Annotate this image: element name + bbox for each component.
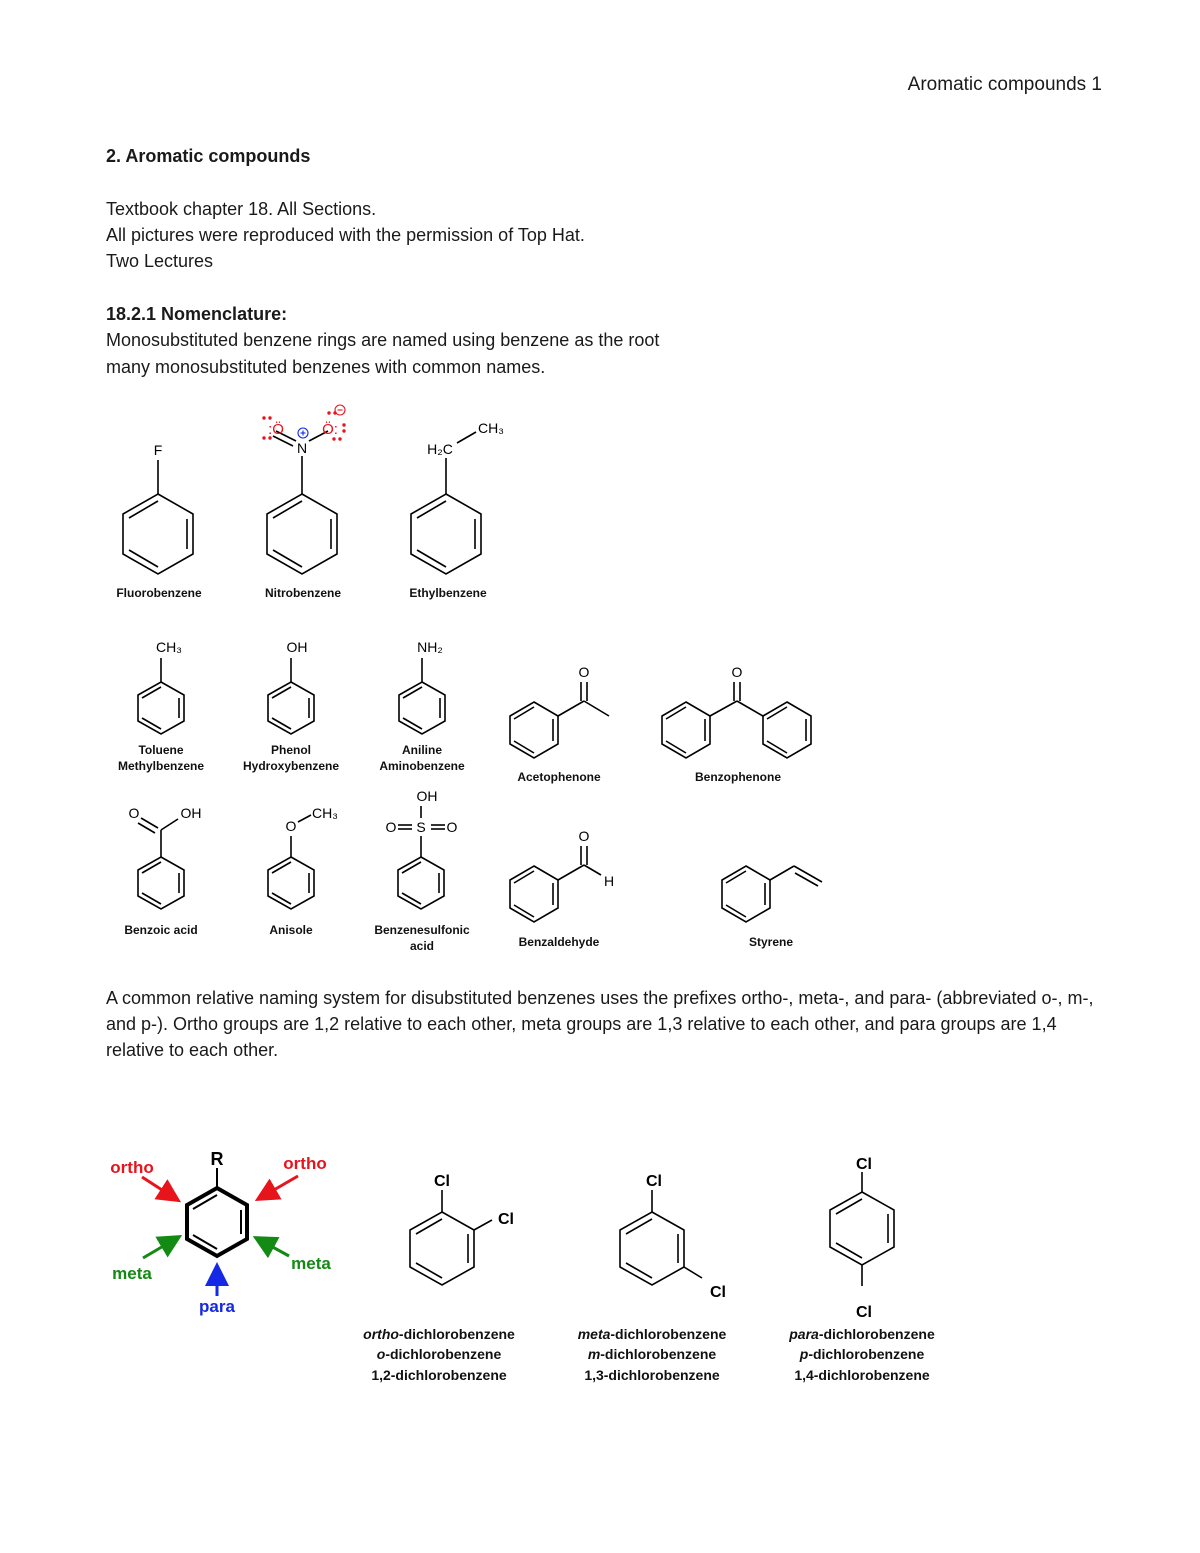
phenol-oh-label: OH <box>286 639 308 655</box>
ortho-right-arrow <box>260 1176 298 1198</box>
methylbenzene-name: Methylbenzene <box>117 759 205 773</box>
sulfonic-oh-label: OH <box>416 788 438 804</box>
benzoic-oh-label: OH <box>180 805 202 821</box>
ortho-name-line-2: o-dichlorobenzene <box>376 1346 502 1362</box>
meta-left-arrow <box>143 1238 177 1258</box>
ethyl-ch3-label: CH₃ <box>478 420 504 436</box>
ethyl-ch2-label: H₂C <box>427 441 453 457</box>
sulfonic-s-label: S <box>416 819 426 835</box>
benzaldehyde-h-label: H <box>603 873 615 889</box>
acetophenone-o-label: O <box>578 664 590 680</box>
para-name-line-3: 1,4-dichlorobenzene <box>794 1367 930 1383</box>
running-header: Aromatic compounds 1 <box>907 74 1102 95</box>
benzoic-o-label: O <box>128 805 140 821</box>
nitro-o-left-label: :Ö <box>268 421 284 438</box>
aniline-nh2-label: NH₂ <box>417 639 443 655</box>
benzoic-acid-name: Benzoic acid <box>124 923 198 937</box>
fluorobenzene-name: Fluorobenzene <box>116 586 202 600</box>
position-diagram <box>110 1149 331 1316</box>
ortho-left-label: ortho <box>110 1158 154 1177</box>
benzaldehyde-name: Benzaldehyde <box>518 935 600 949</box>
meta-dichlorobenzene-structure <box>620 1190 702 1285</box>
subsection-line-1: Monosubstituted benzene rings are named using benzene as the root <box>106 330 660 350</box>
para-name-line-1: para-dichlorobenzene <box>789 1326 935 1342</box>
anisole-o-label: O <box>285 818 297 834</box>
meta-name-line-2: m-dichlorobenzene <box>587 1346 717 1362</box>
intro-line-1: Textbook chapter 18. All Sections. <box>106 199 377 219</box>
meta-cl-side: Cl <box>710 1284 726 1301</box>
ethylbenzene-name: Ethylbenzene <box>409 586 487 600</box>
benzenesulfonic-name: Benzenesulfonic <box>374 923 470 937</box>
toluene-ch3-label: CH₃ <box>156 639 182 655</box>
sulfonic-o-right-label: O <box>446 819 458 835</box>
nitro-o-right-label: Ö: <box>322 421 338 438</box>
benzophenone-name: Benzophenone <box>695 770 781 784</box>
para-name-line-2: p-dichlorobenzene <box>799 1346 925 1362</box>
ortho-cl-top: Cl <box>434 1173 450 1190</box>
para-label: para <box>199 1297 235 1316</box>
subsection-title: 18.2.1 Nomenclature: <box>106 304 288 324</box>
nitro-n-label: N <box>296 440 308 456</box>
nitrobenzene-name: Nitrobenzene <box>264 586 342 600</box>
subsection-line-2: many monosubstituted benzenes with common names. <box>106 357 546 377</box>
para-cl-top: Cl <box>856 1156 872 1173</box>
meta-name-line-3: 1,3-dichlorobenzene <box>584 1367 720 1383</box>
toluene-name: Toluene <box>138 743 184 757</box>
ortho-dichlorobenzene-structure <box>410 1190 492 1285</box>
intro-line-3: Two Lectures <box>106 251 214 271</box>
sulfonic-o-left-label: O <box>385 819 397 835</box>
meta-name-line-1: meta-dichlorobenzene <box>577 1326 727 1342</box>
hydroxybenzene-name: Hydroxybenzene <box>242 759 340 773</box>
intro-line-2: All pictures were reproduced with the permission of Top Hat. <box>106 225 585 245</box>
aminobenzene-name: Aminobenzene <box>379 759 465 773</box>
ortho-meta-para-paragraph: A common relative naming system for disubstituted benzenes uses the prefixes ortho-, meta-, and para- (abbreviated o-, m-, and p-). Ortho groups are 1,2 relative to each other, meta groups are 1,3 relative to each other, and para groups are 1,4 relative to each other. <box>106 988 1094 1060</box>
ortho-left-arrow <box>142 1177 176 1199</box>
para-cl-bottom: Cl <box>856 1304 872 1321</box>
ortho-name-line-1: ortho-dichlorobenzene <box>363 1326 515 1342</box>
anisole-ch3-label: CH₃ <box>312 805 338 821</box>
meta-right-arrow <box>258 1239 289 1256</box>
section-title: 2. Aromatic compounds <box>106 146 311 166</box>
benzaldehyde-o-label: O <box>578 828 590 844</box>
phenol-name: Phenol <box>270 743 312 757</box>
acetophenone-name: Acetophenone <box>517 770 601 784</box>
para-dichlorobenzene-structure <box>830 1172 894 1286</box>
meta-left-label: meta <box>112 1264 152 1283</box>
benzophenone-o-label: O <box>731 664 743 680</box>
ortho-name-line-3: 1,2-dichlorobenzene <box>371 1367 507 1383</box>
styrene-name: Styrene <box>748 935 794 949</box>
aniline-name: Aniline <box>401 743 443 757</box>
anisole-name: Anisole <box>269 923 313 937</box>
r-group-label: R <box>210 1149 224 1169</box>
benzenesulfonic-acid-word: acid <box>409 939 435 953</box>
fluoro-label: F <box>153 442 163 458</box>
meta-cl-top: Cl <box>646 1173 662 1190</box>
meta-right-label: meta <box>291 1254 331 1273</box>
ortho-cl-side: Cl <box>498 1211 514 1228</box>
ortho-right-label: ortho <box>283 1154 327 1173</box>
